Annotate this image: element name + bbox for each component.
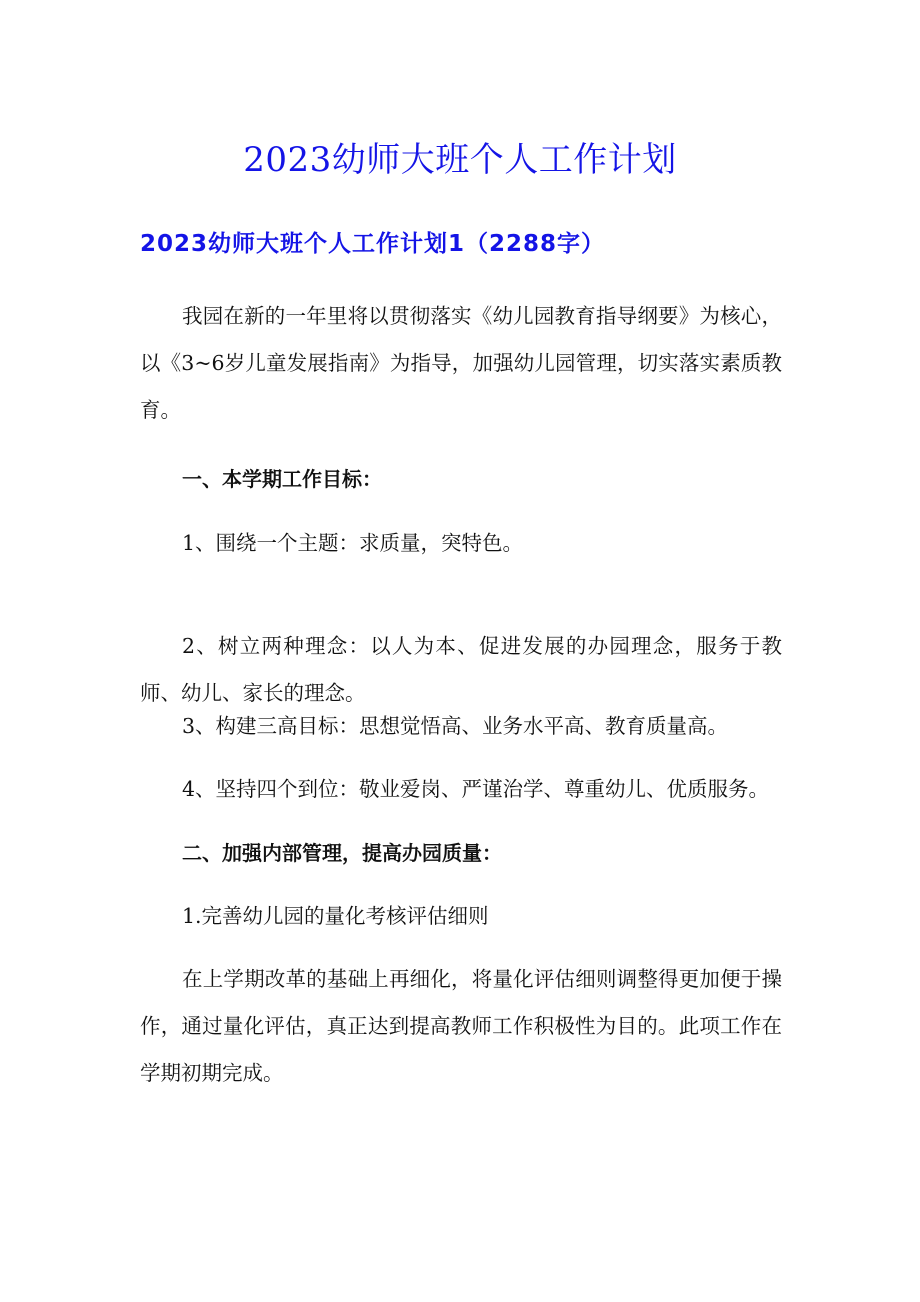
- section-2-heading: 二、加强内部管理，提高办园质量：: [182, 841, 502, 865]
- section-1-heading: 一、本学期工作目标：: [182, 467, 382, 491]
- subsection-1-body: 在上学期改革的基础上再细化，将量化评估细则调整得更加便于操作，通过量化评估，真正达到提高教师工作积极性为目的。此项工作在学期初期完成。: [140, 967, 782, 1085]
- section-subtitle: 2023幼师大班个人工作计划1（2288字）: [140, 231, 606, 257]
- goal-item-2: 2、树立两种理念：以人为本、促进发展的办园理念，服务于教师、幼儿、家长的理念。: [140, 634, 782, 705]
- goal-item-3: 3、构建三高目标：思想觉悟高、业务水平高、教育质量高。: [182, 714, 729, 738]
- goal-item-1: 1、围绕一个主题：求质量，突特色。: [182, 531, 524, 555]
- goal-item-4: 4、坚持四个到位：敬业爱岗、严谨治学、尊重幼儿、优质服务。: [182, 777, 770, 801]
- document-title: 2023幼师大班个人工作计划: [243, 140, 677, 180]
- subsection-1-heading: 1.完善幼儿园的量化考核评估细则: [182, 904, 489, 928]
- intro-paragraph: 我园在新的一年里将以贯彻落实《幼儿园教育指导纲要》为核心，以《3~6岁儿童发展指南》为指导，加强幼儿园管理，切实落实素质教育。: [140, 304, 782, 422]
